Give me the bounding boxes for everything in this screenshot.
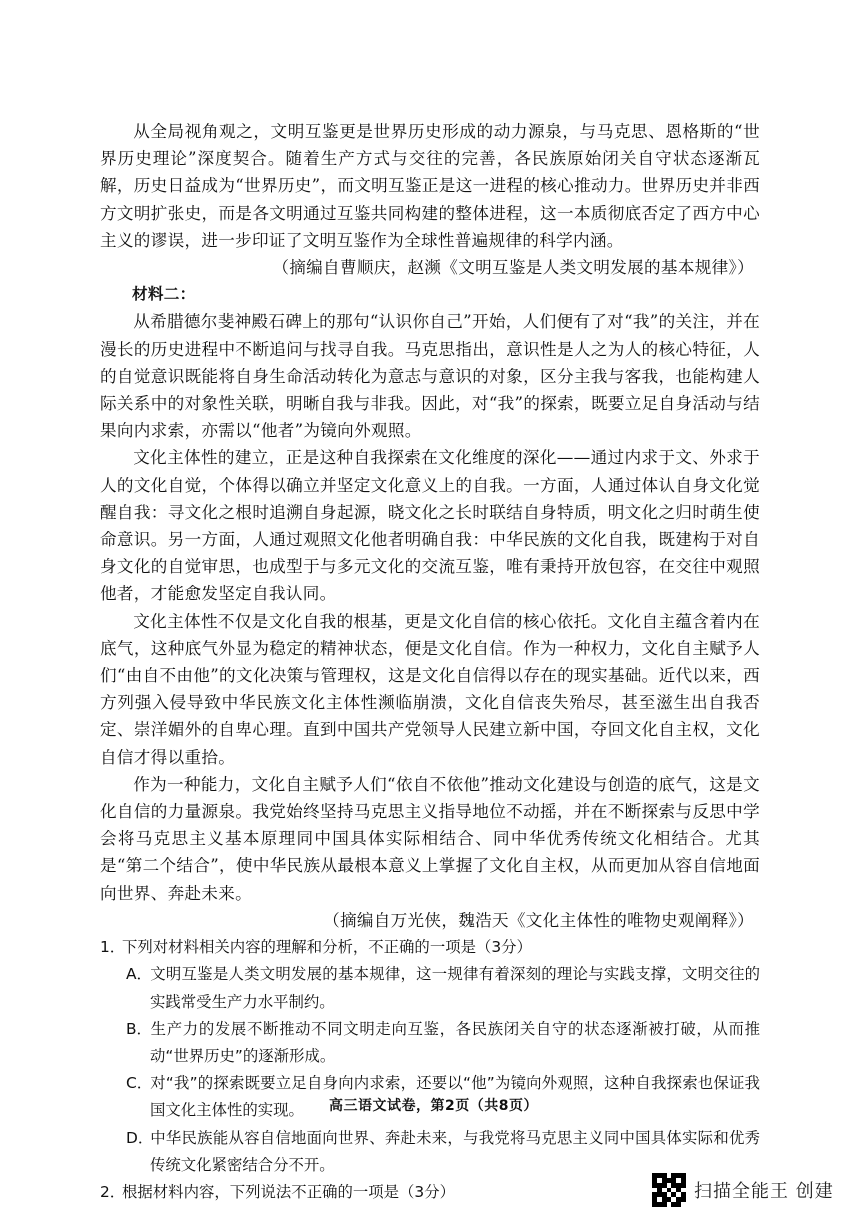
option-text: 生产力的发展不断推动不同文明走向互鉴，各民族闭关自守的状态逐渐被打破，从而推动“世界历史”的逐渐形成。 (150, 1019, 760, 1065)
scanner-watermark (652, 1170, 834, 1210)
material2-content (100, 308, 760, 906)
question-1-stem (100, 934, 760, 961)
material1-continuation: 从全局视角观之，文明互鉴更是世界历史形成的动力源泉，与马克思、恩格斯的“世界历史理论”深度契合。随着生产方式与交往的完善，各民族原始闭关自守状态逐渐瓦解，历史日益成为“世界历史”，而文明互鉴正是这一进程的核心推动力。世界历史并非西方文明扩张史，而是各文明通过互鉴共同构建的整体进程，这一本质彻底否定了西方中心主义的谬误，进一步印证了文明互鉴作为全球性普遍规律的科学内涵。 (100, 122, 760, 250)
option-label: D． (126, 1128, 154, 1147)
question-1 (100, 934, 760, 1179)
material2-label: 材料二： (132, 285, 196, 304)
source-citation-2: （摘编自万光侠，魏浩天《文化主体性的唯物史观阐释》） (323, 910, 754, 930)
material2-paragraph: 文化主体性不仅是文化自我的根基，更是文化自信的核心依托。文化自主蕴含着内在底气，这种底气外显为稳定的精神状态，便是文化自信。作为一种权力，文化自主赋予人们“由自不由他”的文化决策与管理权，这是文化自信得以存在的现实基础。近代以来，西方列强入侵导致中华民族文化主体性濒临崩溃，文化自信丧失殆尽，甚至滋生出自我否定、崇洋媚外的自卑心理。直到中国共产党领导人民建立新中国，夺回文化自主权，文化自信才得以重拾。 (100, 611, 760, 767)
material2-paragraph: 作为一种能力，文化自主赋予人们“依自不依他”推动文化建设与创造的底气，这是文化自信的力量源泉。我党始终坚持马克思主义指导地位不动摇，并在不断探索与反思中学会将马克思主义基本原理同中国具体实际相结合、同中华优秀传统文化相结合。尤其是“第二个结合”，使中华民族从最根本意义上掌握了文化自主权，从而更加从容自信地面向世界、奔赴未来。 (100, 774, 760, 903)
source-citation-1: （摘编自曹顺庆，赵濒《文明互鉴是人类文明发展的基本规律》） (272, 258, 754, 278)
option-label: B． (126, 1019, 152, 1038)
material2-paragraph: 文化主体性的建立，正是这种自我探索在文化维度的深化——通过内求于文、外求于人的文化自觉，个体得以确立并坚定文化意义上的自我。一方面，人通过体认自身文化觉醒自我：寻文化之根时追溯自身起源，晓文化之长时联结自身特质，明文化之归时萌生使命意识。另一方面，人通过观照文化他者明确自我：中华民族的文化自我，既建构于对自身文化的自觉审思，也成型于与多元文化的交流互鉴，唯有秉持开放包容，在交往中观照他者，才能愈发坚定自我认同。 (100, 448, 760, 604)
page-footer: 高三语文试卷，第2页（共8页） (329, 1098, 538, 1114)
question-text: 根据材料内容，下列说法不正确的一项是（3分） (122, 1182, 455, 1201)
option-text: 对“我”的探索既要立足自身向内求索，还要以“他”为镜向外观照，这种自我探索也保证我国文化主体性的实现。 (150, 1074, 760, 1120)
option-label: C． (126, 1074, 153, 1093)
material2-paragraph: 从希腊德尔斐神殿石碑上的那句“认识你自己”开始，人们便有了对“我”的关注，并在漫长的历史进程中不断追问与找寻自我。马克思指出，意识性是人之为人的核心特征，人的自觉意识既能将自身生命活动转化为意志与意识的对象，区分主我与客我，也能构建人际关系中的对象性关联，明晰自我与非我。因此，对“我”的探索，既要立足自身活动与结果向内求索，亦需以“他者”为镜向外观照。 (100, 312, 760, 441)
question-1-option-a (100, 961, 760, 1015)
watermark-text: 扫描全能王 创建 (694, 1181, 834, 1202)
question-number: 2． (100, 1182, 126, 1201)
page-body (100, 118, 760, 1206)
option-text: 文明互鉴是人类文明发展的基本规律，这一规律有着深刻的理论与实践支撑，文明交往的实践常受生产力水平制约。 (150, 965, 760, 1011)
option-text: 中华民族能从容自信地面向世界、奔赴未来，与我党将马克思主义同中国具体实际和优秀传统文化紧密结合分不开。 (150, 1128, 760, 1174)
question-number: 1． (100, 938, 126, 957)
option-label: A． (126, 965, 152, 984)
question-1-option-b (100, 1016, 760, 1070)
question-text: 下列对材料相关内容的理解和分析，不正确的一项是（3分） (122, 938, 532, 957)
qr-code-icon (652, 1173, 686, 1207)
